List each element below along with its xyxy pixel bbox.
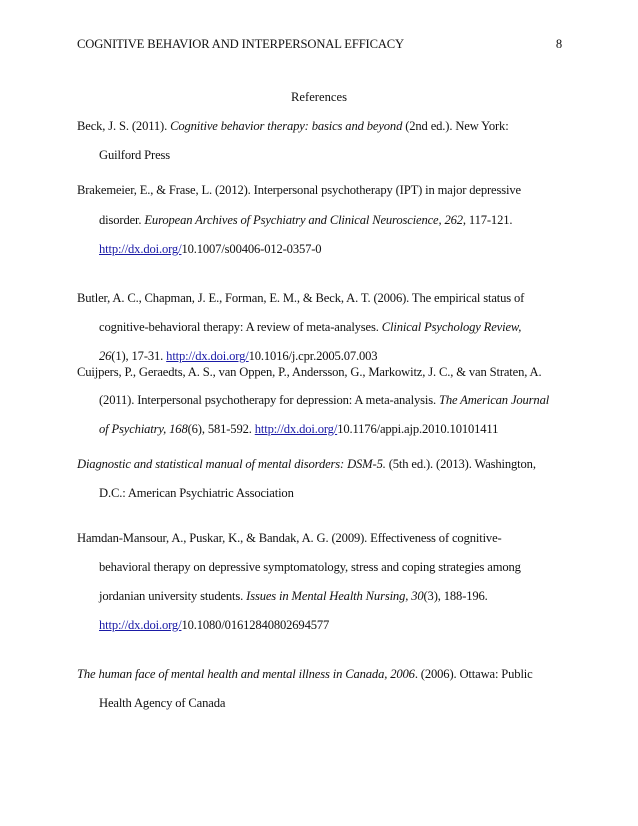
reference-text: Hamdan-Mansour, A., Puskar, K., & Bandak, A. G. (2009). Effectiveness of cognitive- xyxy=(77,531,502,545)
running-head xyxy=(77,37,562,52)
italic-text: Cognitive behavior therapy: basics and beyond xyxy=(170,119,403,133)
reference-text: Guilford Press xyxy=(99,148,171,162)
reference-first-line xyxy=(77,364,541,380)
italic-text: European Archives of Psychiatry and Clinical Neuroscience, 262 xyxy=(144,213,463,227)
reference-text: Health Agency of Canada xyxy=(99,696,226,710)
reference-text: 10.1080/01612840802694577 xyxy=(181,618,330,632)
reference-text: (2011). Interpersonal psychotherapy for depression: A meta-analysis. xyxy=(99,393,439,407)
reference-continuation-line xyxy=(99,695,225,711)
reference-first-line xyxy=(77,666,533,682)
reference-text: (6), 581-592. xyxy=(187,422,255,436)
reference-first-line xyxy=(77,530,502,546)
italic-text: Clinical Psychology Review, xyxy=(381,320,522,334)
italic-text: of Psychiatry, 168 xyxy=(99,422,188,436)
reference-text: Butler, A. C., Chapman, J. E., Forman, E. M., & Beck, A. T. (2006). The empirical status of xyxy=(77,291,525,305)
italic-text: Diagnostic and statistical manual of mental disorders: DSM-5. xyxy=(77,457,386,471)
reference-text: disorder. xyxy=(99,213,145,227)
reference-continuation-line xyxy=(99,485,294,501)
reference-text: (3), 188-196. xyxy=(423,589,488,603)
reference-continuation-line xyxy=(99,319,521,335)
reference-first-line xyxy=(77,290,524,306)
reference-text: (1), 17-31. xyxy=(111,349,167,363)
reference-text: (5th ed.). (2013). Washington, xyxy=(385,457,536,471)
reference-continuation-line xyxy=(99,348,377,364)
reference-continuation-line xyxy=(99,588,488,604)
doi-link[interactable]: http://dx.doi.org/ xyxy=(99,618,182,632)
italic-text: 26 xyxy=(99,349,112,363)
reference-text: 10.1176/appi.ajp.2010.10101411 xyxy=(337,422,499,436)
reference-text: cognitive-behavioral therapy: A review of meta-analyses. xyxy=(99,320,382,334)
reference-text: , 117-121. xyxy=(462,213,513,227)
doi-link[interactable]: http://dx.doi.org/ xyxy=(99,242,182,256)
reference-text: (2nd ed.). New York: xyxy=(402,119,509,133)
reference-continuation-line xyxy=(99,212,512,228)
reference-text: Cuijpers, P., Geraedts, A. S., van Oppen, P., Andersson, G., Markowitz, J. C., & van Straten, A. xyxy=(77,365,542,379)
italic-text: The American Journal xyxy=(438,393,550,407)
reference-text: behavioral therapy on depressive symptomatology, stress and coping strategies among xyxy=(99,560,521,574)
italic-text: Issues in Mental Health Nursing, 30 xyxy=(246,589,424,603)
reference-first-line xyxy=(77,118,509,134)
reference-continuation-line xyxy=(99,147,170,163)
doi-link[interactable]: http://dx.doi.org/ xyxy=(254,422,338,436)
reference-text: Brakemeier, E., & Frase, L. (2012). Interpersonal psychotherapy (IPT) in major depressive xyxy=(77,183,521,197)
reference-continuation-line xyxy=(99,241,321,257)
reference-first-line xyxy=(77,456,536,472)
running-head-title: COGNITIVE BEHAVIOR AND INTERPERSONAL EFFICACY xyxy=(77,37,404,51)
page-number: 8 xyxy=(555,37,562,51)
reference-first-line xyxy=(77,182,521,198)
reference-continuation-line xyxy=(99,392,549,408)
italic-text: The human face of mental health and mental illness in Canada, 2006 xyxy=(77,667,415,681)
reference-text: . (2006). Ottawa: Public xyxy=(414,667,533,681)
reference-continuation-line xyxy=(99,421,498,437)
reference-text: jordanian university students. xyxy=(99,589,247,603)
reference-text: D.C.: American Psychiatric Association xyxy=(99,486,294,500)
reference-continuation-line xyxy=(99,617,329,633)
doi-link[interactable]: http://dx.doi.org/ xyxy=(166,349,249,363)
reference-text: Beck, J. S. (2011). xyxy=(77,119,171,133)
reference-continuation-line xyxy=(99,559,521,575)
reference-text: 10.1016/j.cpr.2005.07.003 xyxy=(248,349,378,363)
reference-text: 10.1007/s00406-012-0357-0 xyxy=(181,242,322,256)
references-heading: References xyxy=(291,90,347,104)
